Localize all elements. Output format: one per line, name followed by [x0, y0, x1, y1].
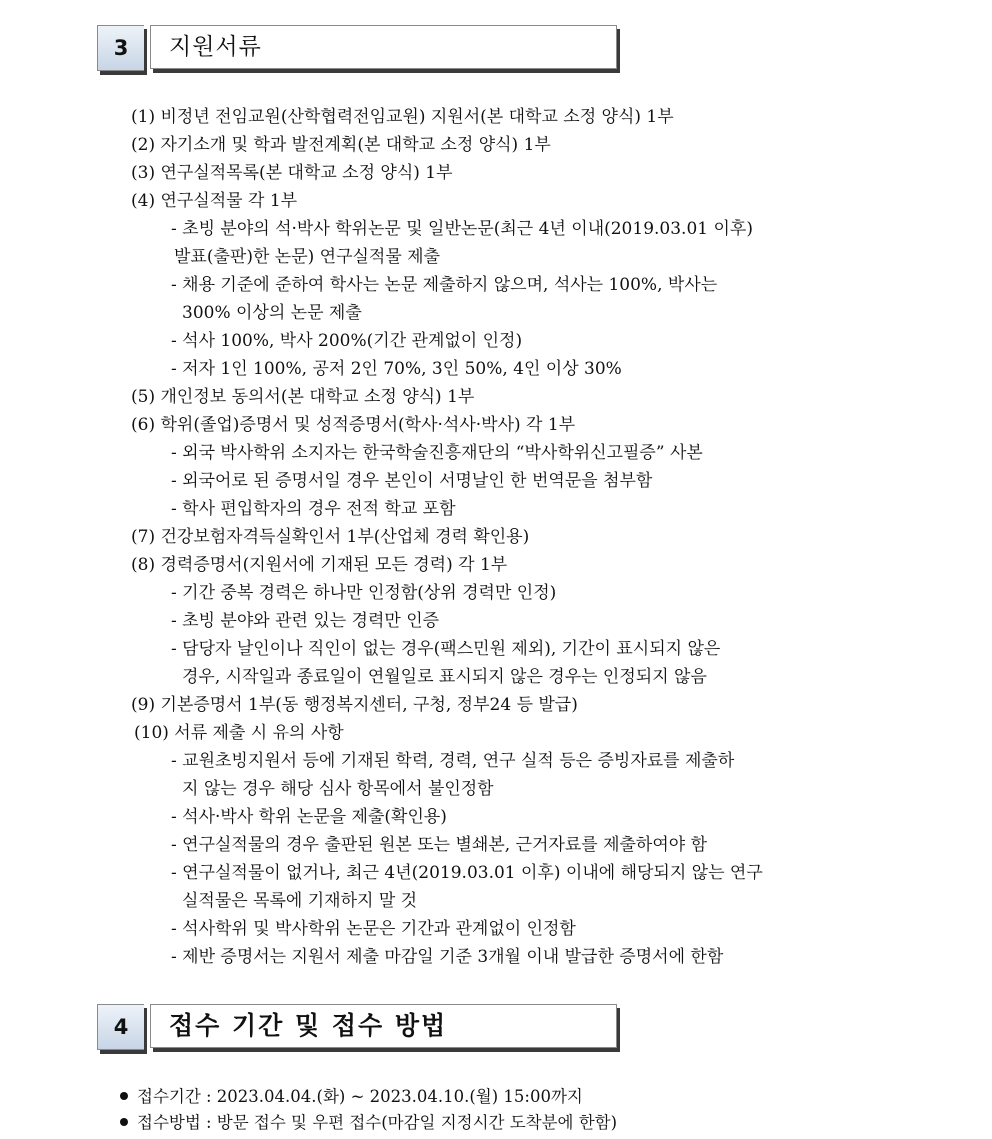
doc-subitem-cont: 300% 이상의 논문 제출 — [182, 303, 362, 323]
doc-subitem-cont: 지 않는 경우 해당 심사 항목에서 불인정함 — [182, 779, 494, 799]
doc-subitem-cont: 실적물은 목록에 기재하지 말 것 — [182, 891, 418, 911]
bullet-text: 접수방법 : 방문 접수 및 우편 접수(마감일 지정시간 도착분에 한함) — [137, 1113, 618, 1132]
section-title: 지원서류 — [169, 34, 262, 60]
doc-subitem: - 저자 1인 100%, 공저 2인 70%, 3인 50%, 4인 이상 30% — [171, 359, 622, 379]
doc-subitem: - 학사 편입학자의 경우 전적 학교 포함 — [171, 499, 456, 519]
doc-item-8: (8) 경력증명서(지원서에 기재된 모든 경력) 각 1부 — [131, 555, 508, 575]
doc-subitem: - 연구실적물의 경우 출판된 원본 또는 별쇄본, 근거자료를 제출하여야 함 — [171, 835, 708, 855]
section-number: 4 — [97, 1004, 144, 1050]
doc-subitem: - 석사학위 및 박사학위 논문은 기간과 관계없이 인정함 — [171, 919, 576, 939]
doc-subitem-cont: 경우, 시작일과 종료일이 연월일로 표시되지 않은 경우는 인정되지 않음 — [182, 667, 707, 687]
section-title-box — [150, 25, 617, 69]
doc-subitem: - 석사 100%, 박사 200%(기간 관계없이 인정) — [171, 331, 523, 351]
doc-subitem: - 교원초빙지원서 등에 기재된 학력, 경력, 연구 실적 등은 증빙자료를 제출하 — [171, 751, 735, 771]
doc-subitem: - 연구실적물이 없거나, 최근 4년(2019.03.01 이후) 이내에 해당되지 않는 연구 — [171, 863, 763, 883]
section-title: 접수 기간 및 접수 방법 — [169, 1011, 448, 1040]
bullet-item-method — [120, 1109, 617, 1137]
doc-item-2: (2) 자기소개 및 학과 발전계획(본 대학교 소정 양식) 1부 — [131, 135, 551, 155]
doc-subitem-cont: 발표(출판)한 논문) 연구실적물 제출 — [174, 247, 441, 267]
doc-subitem: - 외국어로 된 증명서일 경우 본인이 서명날인 한 번역문을 첨부함 — [171, 471, 653, 491]
bullet-item-period — [120, 1083, 583, 1111]
doc-subitem: - 외국 박사학위 소지자는 한국학술진흥재단의 “박사학위신고필증” 사본 — [171, 443, 703, 463]
doc-item-9: (9) 기본증명서 1부(동 행정복지센터, 구청, 정부24 등 발급) — [131, 695, 578, 715]
doc-subitem: - 기간 중복 경력은 하나만 인정함(상위 경력만 인정) — [171, 583, 557, 603]
section-number: 3 — [97, 25, 144, 71]
doc-item-6: (6) 학위(졸업)증명서 및 성적증명서(학사·석사·박사) 각 1부 — [131, 415, 576, 435]
doc-item-4: (4) 연구실적물 각 1부 — [131, 191, 298, 211]
section-title-box — [150, 1004, 617, 1048]
doc-item-3: (3) 연구실적목록(본 대학교 소정 양식) 1부 — [131, 163, 453, 183]
doc-subitem: - 초빙 분야와 관련 있는 경력만 인증 — [171, 611, 440, 631]
doc-subitem: - 채용 기준에 준하여 학사는 논문 제출하지 않으며, 석사는 100%, 박사는 — [171, 275, 718, 295]
doc-subitem: - 초빙 분야의 석·박사 학위논문 및 일반논문(최근 4년 이내(2019.03.01 이후) — [171, 219, 753, 239]
doc-item-10: (10) 서류 제출 시 유의 사항 — [134, 723, 344, 743]
bullet-icon — [120, 1118, 128, 1126]
bullet-text: 접수기간 : 2023.04.04.(화) ~ 2023.04.10.(월) 15:00까지 — [137, 1087, 583, 1106]
doc-subitem: - 제반 증명서는 지원서 제출 마감일 기준 3개월 이내 발급한 증명서에 한함 — [171, 947, 724, 967]
doc-item-1: (1) 비정년 전임교원(산학협력전임교원) 지원서(본 대학교 소정 양식) 1부 — [131, 107, 674, 127]
bullet-icon — [120, 1092, 128, 1100]
doc-item-7: (7) 건강보험자격득실확인서 1부(산업체 경력 확인용) — [131, 527, 530, 547]
doc-item-5: (5) 개인정보 동의서(본 대학교 소정 양식) 1부 — [131, 387, 475, 407]
doc-subitem: - 석사·박사 학위 논문을 제출(확인용) — [171, 807, 447, 827]
doc-subitem: - 담당자 날인이나 직인이 없는 경우(팩스민원 제외), 기간이 표시되지 않은 — [171, 639, 721, 659]
